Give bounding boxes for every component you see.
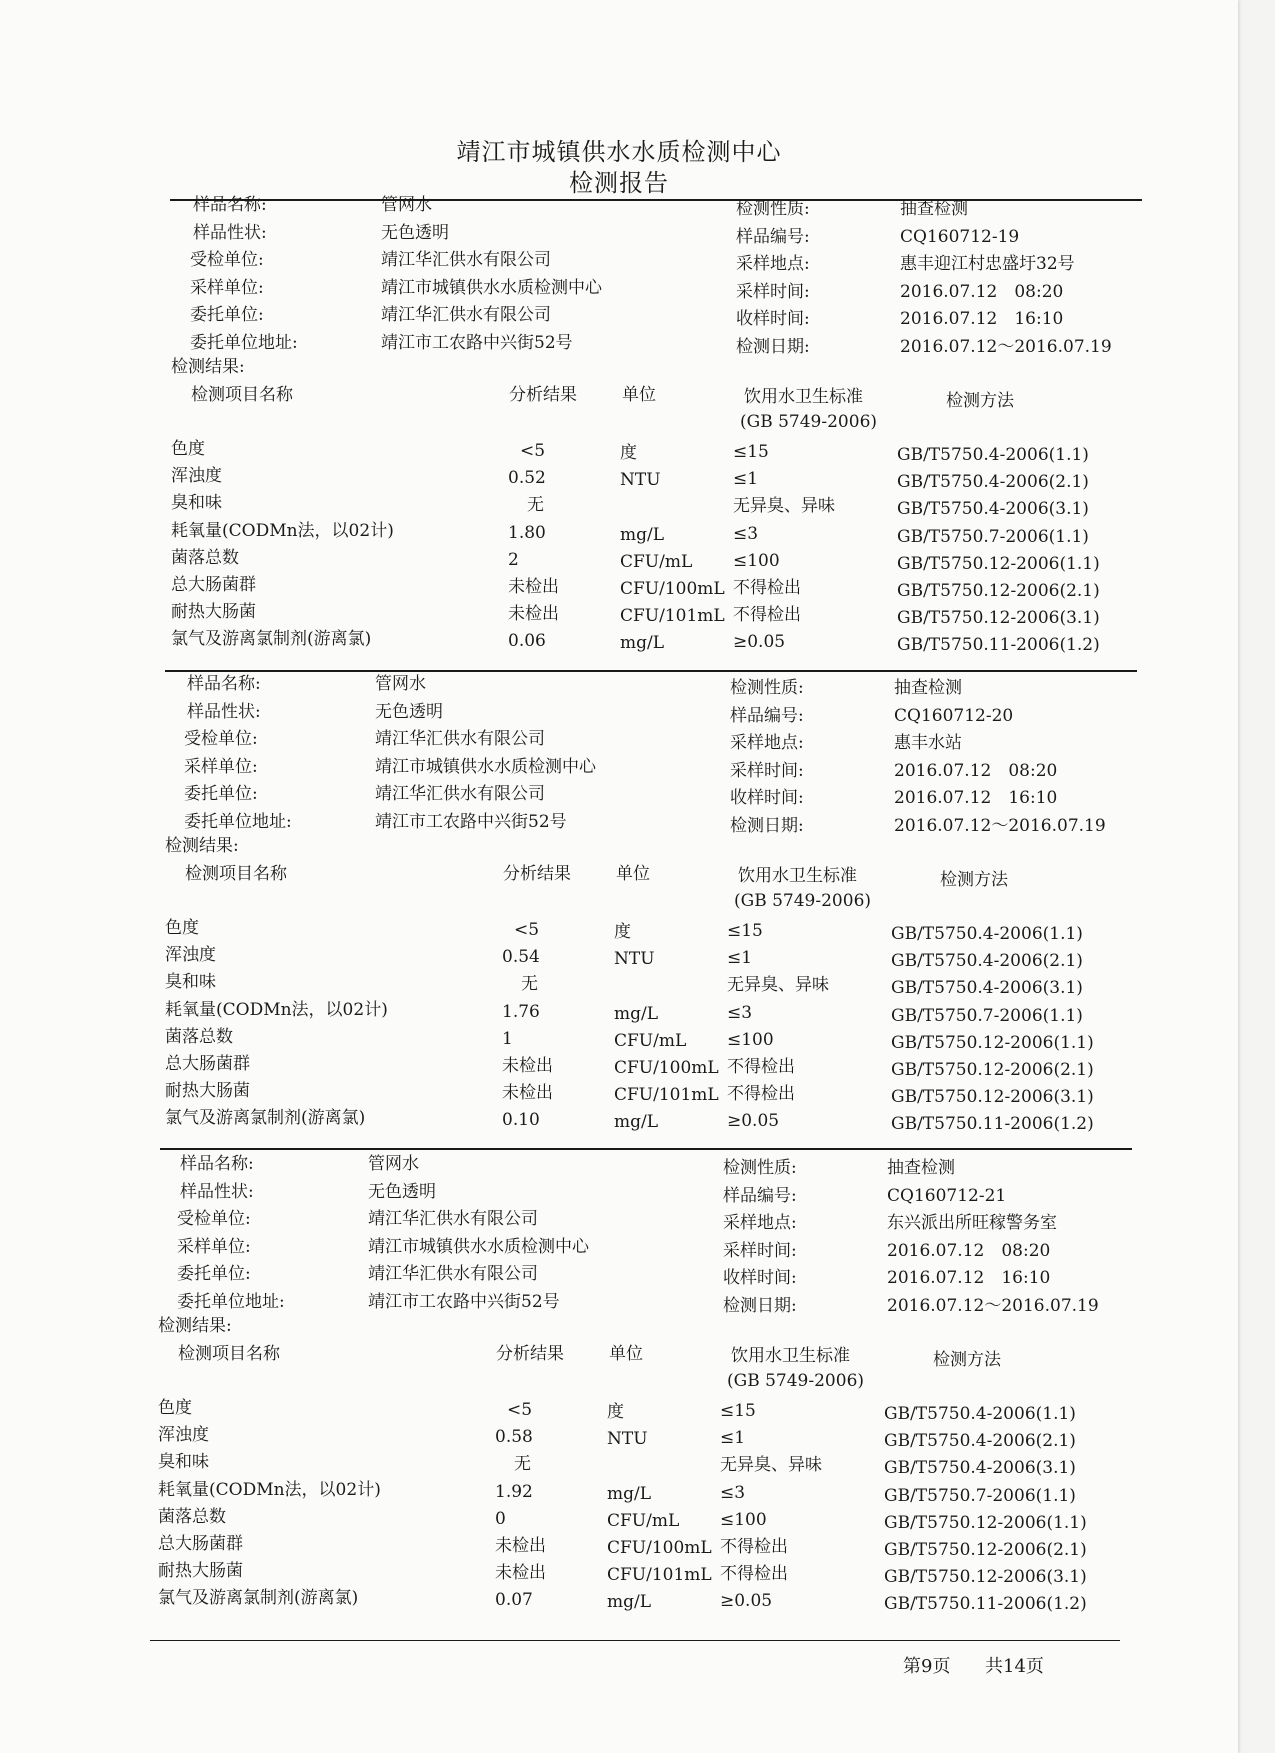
cell-item: 浑浊度 <box>158 1425 209 1446</box>
label-receive-time: 收样时间: <box>736 309 810 330</box>
cell-result: 0.54 <box>502 947 540 968</box>
label-client-unit: 委托单位: <box>177 1264 251 1285</box>
value-sampling-unit: 靖江市城镇供水水质检测中心 <box>375 756 596 777</box>
label-sample-name: 样品名称: <box>187 674 261 694</box>
label-test-date: 检测日期: <box>730 816 804 836</box>
cell-unit: mg/L <box>620 524 665 545</box>
value-receive-time: 2016.07.12 16:10 <box>900 309 1064 330</box>
label-inspected-unit: 受检单位: <box>184 729 258 750</box>
cell-standard: 不得检出 <box>727 1057 795 1077</box>
cell-unit: NTU <box>607 1429 648 1450</box>
col-header-standard: 饮用水卫生标准 <box>731 1346 850 1366</box>
cell-method: GB/T5750.11-2006(1.2) <box>891 1114 1094 1135</box>
col-header-item: 检测项目名称 <box>191 385 293 405</box>
cell-unit: CFU/mL <box>607 1510 680 1531</box>
label-receive-time: 收样时间: <box>723 1268 797 1289</box>
cell-method: GB/T5750.12-2006(2.1) <box>897 581 1100 601</box>
results-heading: 检测结果: <box>165 836 239 856</box>
cell-item: 氯气及游离氯制剂(游离氯) <box>158 1588 359 1609</box>
cell-unit: CFU/mL <box>614 1030 687 1051</box>
cell-unit: CFU/101mL <box>614 1085 719 1106</box>
value-client-unit: 靖江华汇供水有限公司 <box>368 1264 538 1285</box>
cell-standard: ≤3 <box>733 523 759 544</box>
cell-standard: ≤100 <box>720 1509 767 1530</box>
label-sample-nature: 样品性状: <box>193 222 267 243</box>
cell-item: 浑浊度 <box>165 945 216 966</box>
cell-result: 未检出 <box>502 1056 553 1076</box>
cell-standard: ≤15 <box>733 442 769 462</box>
col-header-unit: 单位 <box>616 864 650 884</box>
label-client-address: 委托单位地址: <box>190 333 298 353</box>
label-sample-name: 样品名称: <box>193 195 267 215</box>
label-sampling-unit: 采样单位: <box>184 756 258 777</box>
cell-standard: ≤1 <box>727 948 753 969</box>
cell-standard: ≤15 <box>727 921 763 941</box>
cell-method: GB/T5750.7-2006(1.1) <box>891 1005 1083 1026</box>
cell-method: GB/T5750.4-2006(1.1) <box>891 924 1083 944</box>
cell-result: 未检出 <box>502 1083 553 1104</box>
cell-method: GB/T5750.12-2006(2.1) <box>884 1540 1087 1560</box>
cell-item: 氯气及游离氯制剂(游离氯) <box>171 629 372 650</box>
cell-result: 0.58 <box>495 1427 533 1448</box>
label-sample-no: 样品编号: <box>730 705 804 726</box>
cell-standard: ≤1 <box>733 469 759 490</box>
cell-method: GB/T5750.7-2006(1.1) <box>897 526 1089 547</box>
col-header-result: 分析结果 <box>509 385 577 405</box>
cell-unit: CFU/101mL <box>620 606 725 627</box>
cell-result: 1.76 <box>502 1001 540 1022</box>
label-test-date: 检测日期: <box>736 337 810 357</box>
cell-method: GB/T5750.4-2006(3.1) <box>884 1458 1076 1479</box>
cell-unit: mg/L <box>614 1003 659 1024</box>
cell-result: 0.07 <box>495 1590 533 1611</box>
cell-unit: mg/L <box>620 633 665 654</box>
col-header-method: 检测方法 <box>946 391 1014 411</box>
section-rule <box>160 1148 1132 1150</box>
cell-item: 耗氧量(CODMn法，以02计) <box>171 520 394 541</box>
value-sampling-site: 东兴派出所旺稼警务室 <box>887 1213 1057 1234</box>
section-rule <box>165 670 1137 672</box>
cell-unit: 度 <box>614 922 631 942</box>
cell-method: GB/T5750.4-2006(2.1) <box>891 951 1083 972</box>
cell-item: 耗氧量(CODMn法，以02计) <box>158 1479 381 1500</box>
col-header-unit: 单位 <box>609 1344 643 1364</box>
label-test-nature: 检测性质: <box>736 199 810 219</box>
cell-standard: ≤100 <box>727 1029 774 1050</box>
cell-result: <5 <box>507 1400 533 1420</box>
value-sample-name: 管网水 <box>381 195 432 215</box>
label-client-address: 委托单位地址: <box>184 812 292 832</box>
col-header-standard-code: (GB 5749-2006) <box>727 1371 865 1391</box>
cell-item: 菌落总数 <box>165 1026 233 1047</box>
col-header-unit: 单位 <box>622 385 656 405</box>
label-sampling-unit: 采样单位: <box>190 277 264 298</box>
cell-result: 2 <box>508 549 519 570</box>
value-receive-time: 2016.07.12 16:10 <box>887 1268 1051 1289</box>
cell-item: 耐热大肠菌 <box>165 1081 250 1102</box>
value-sample-no: CQ160712-20 <box>894 705 1014 726</box>
value-sampling-time: 2016.07.12 08:20 <box>894 760 1058 781</box>
cell-unit: NTU <box>614 949 655 970</box>
cell-unit: CFU/mL <box>620 551 693 572</box>
label-sampling-site: 采样地点: <box>736 254 810 275</box>
cell-standard: ≤3 <box>727 1002 753 1023</box>
label-inspected-unit: 受检单位: <box>177 1209 251 1230</box>
cell-standard: 不得检出 <box>733 578 801 598</box>
cell-item: 浑浊度 <box>171 466 222 487</box>
label-test-date: 检测日期: <box>723 1296 797 1316</box>
value-test-date: 2016.07.12～2016.07.19 <box>900 337 1112 357</box>
cell-method: GB/T5750.12-2006(1.1) <box>897 553 1100 574</box>
results-heading: 检测结果: <box>158 1316 232 1336</box>
value-sample-nature: 无色透明 <box>375 701 443 722</box>
cell-result: 无 <box>527 495 544 516</box>
label-sampling-time: 采样时间: <box>736 281 810 302</box>
label-sample-no: 样品编号: <box>736 226 810 247</box>
value-test-nature: 抽查检测 <box>900 199 968 219</box>
cell-item: 臭和味 <box>158 1452 209 1473</box>
cell-item: 总大肠菌群 <box>171 575 256 595</box>
cell-item: 菌落总数 <box>158 1506 226 1527</box>
value-test-date: 2016.07.12～2016.07.19 <box>887 1296 1099 1316</box>
cell-method: GB/T5750.12-2006(1.1) <box>891 1032 1094 1053</box>
label-client-unit: 委托单位: <box>184 784 258 805</box>
label-client-address: 委托单位地址: <box>177 1292 285 1312</box>
value-sampling-time: 2016.07.12 08:20 <box>887 1240 1051 1261</box>
label-sampling-site: 采样地点: <box>730 733 804 754</box>
label-client-unit: 委托单位: <box>190 305 264 326</box>
value-receive-time: 2016.07.12 16:10 <box>894 788 1058 809</box>
label-sampling-unit: 采样单位: <box>177 1236 251 1257</box>
cell-item: 臭和味 <box>171 493 222 514</box>
cell-standard: ≥0.05 <box>727 1111 780 1132</box>
value-inspected-unit: 靖江华汇供水有限公司 <box>381 250 551 271</box>
cell-standard: ≤3 <box>720 1482 746 1503</box>
cell-result: 未检出 <box>495 1536 546 1556</box>
cell-standard: 不得检出 <box>733 605 801 626</box>
cell-result: 0 <box>495 1508 506 1529</box>
cell-result: 无 <box>521 974 538 995</box>
cell-unit: CFU/100mL <box>607 1538 712 1558</box>
cell-standard: 不得检出 <box>727 1084 795 1105</box>
top-rule <box>170 199 1142 201</box>
cell-unit: mg/L <box>607 1592 652 1613</box>
value-sampling-site: 惠丰迎江村忠盛圩32号 <box>900 254 1075 275</box>
value-sampling-site: 惠丰水站 <box>894 733 962 754</box>
label-sample-nature: 样品性状: <box>180 1181 254 1202</box>
label-sampling-time: 采样时间: <box>730 760 804 781</box>
label-sampling-site: 采样地点: <box>723 1213 797 1234</box>
cell-standard: ≤1 <box>720 1428 746 1449</box>
cell-method: GB/T5750.7-2006(1.1) <box>884 1485 1076 1506</box>
cell-item: 色度 <box>165 918 199 938</box>
cell-method: GB/T5750.4-2006(1.1) <box>884 1404 1076 1424</box>
value-client-unit: 靖江华汇供水有限公司 <box>375 784 545 805</box>
cell-item: 耐热大肠菌 <box>158 1561 243 1582</box>
col-header-item: 检测项目名称 <box>185 864 287 884</box>
value-client-address: 靖江市工农路中兴街52号 <box>381 333 573 353</box>
value-sample-nature: 无色透明 <box>381 222 449 243</box>
cell-method: GB/T5750.12-2006(3.1) <box>897 608 1100 629</box>
value-sample-no: CQ160712-19 <box>900 226 1020 247</box>
cell-result: <5 <box>514 920 540 940</box>
cell-method: GB/T5750.4-2006(3.1) <box>891 978 1083 999</box>
cell-result: 无 <box>514 1454 531 1475</box>
cell-item: 总大肠菌群 <box>165 1054 250 1074</box>
cell-result: 未检出 <box>495 1563 546 1584</box>
cell-standard: ≥0.05 <box>733 632 786 653</box>
value-inspected-unit: 靖江华汇供水有限公司 <box>368 1209 538 1230</box>
cell-item: 耗氧量(CODMn法，以02计) <box>165 999 388 1020</box>
cell-result: 未检出 <box>508 604 559 625</box>
label-sample-nature: 样品性状: <box>187 701 261 722</box>
cell-method: GB/T5750.12-2006(2.1) <box>891 1060 1094 1080</box>
value-sampling-unit: 靖江市城镇供水水质检测中心 <box>381 277 602 298</box>
cell-item: 色度 <box>171 439 205 459</box>
cell-unit: 度 <box>607 1402 624 1422</box>
cell-standard: 不得检出 <box>720 1537 788 1557</box>
value-test-nature: 抽查检测 <box>887 1158 955 1178</box>
cell-unit: mg/L <box>614 1112 659 1133</box>
cell-result: 0.52 <box>508 468 546 489</box>
label-test-nature: 检测性质: <box>730 678 804 698</box>
value-test-date: 2016.07.12～2016.07.19 <box>894 816 1106 836</box>
value-inspected-unit: 靖江华汇供水有限公司 <box>375 729 545 750</box>
col-header-standard-code: (GB 5749-2006) <box>740 412 878 432</box>
cell-result: <5 <box>520 441 546 461</box>
cell-unit: CFU/101mL <box>607 1565 712 1586</box>
cell-method: GB/T5750.12-2006(3.1) <box>884 1567 1087 1588</box>
cell-standard: ≤100 <box>733 550 780 571</box>
cell-standard: ≤15 <box>720 1401 756 1421</box>
cell-item: 耐热大肠菌 <box>171 602 256 623</box>
cell-result: 0.06 <box>508 631 546 652</box>
cell-standard: 无异臭、异味 <box>720 1455 822 1476</box>
cell-method: GB/T5750.12-2006(3.1) <box>891 1087 1094 1108</box>
cell-unit: CFU/100mL <box>614 1058 719 1078</box>
cell-unit: mg/L <box>607 1483 652 1504</box>
report-subtitle: 检测报告 <box>569 169 669 197</box>
results-heading: 检测结果: <box>171 357 245 377</box>
cell-item: 色度 <box>158 1398 192 1418</box>
col-header-item: 检测项目名称 <box>178 1344 280 1364</box>
value-sample-no: CQ160712-21 <box>887 1185 1007 1206</box>
cell-item: 臭和味 <box>165 972 216 993</box>
cell-item: 菌落总数 <box>171 547 239 568</box>
cell-method: GB/T5750.4-2006(2.1) <box>897 472 1089 493</box>
label-test-nature: 检测性质: <box>723 1158 797 1178</box>
cell-method: GB/T5750.11-2006(1.2) <box>884 1594 1087 1615</box>
label-sampling-time: 采样时间: <box>723 1240 797 1261</box>
cell-item: 总大肠菌群 <box>158 1534 243 1554</box>
cell-standard: 无异臭、异味 <box>727 975 829 996</box>
label-sample-name: 样品名称: <box>180 1154 254 1174</box>
cell-method: GB/T5750.4-2006(3.1) <box>897 499 1089 520</box>
cell-standard: ≥0.05 <box>720 1591 773 1612</box>
value-sample-name: 管网水 <box>368 1154 419 1174</box>
value-client-address: 靖江市工农路中兴街52号 <box>368 1292 560 1312</box>
cell-method: GB/T5750.12-2006(1.1) <box>884 1512 1087 1533</box>
value-client-address: 靖江市工农路中兴街52号 <box>375 812 567 832</box>
col-header-method: 检测方法 <box>933 1350 1001 1370</box>
label-receive-time: 收样时间: <box>730 788 804 809</box>
value-sample-name: 管网水 <box>375 674 426 694</box>
cell-result: 未检出 <box>508 577 559 597</box>
cell-method: GB/T5750.4-2006(1.1) <box>897 445 1089 465</box>
cell-result: 0.10 <box>502 1110 540 1131</box>
cell-unit: CFU/100mL <box>620 579 725 599</box>
col-header-result: 分析结果 <box>503 864 571 884</box>
col-header-result: 分析结果 <box>496 1344 564 1364</box>
label-inspected-unit: 受检单位: <box>190 250 264 271</box>
col-header-standard: 饮用水卫生标准 <box>738 866 857 886</box>
value-sample-nature: 无色透明 <box>368 1181 436 1202</box>
cell-standard: 不得检出 <box>720 1564 788 1585</box>
cell-item: 氯气及游离氯制剂(游离氯) <box>165 1108 366 1129</box>
report-title: 靖江市城镇供水水质检测中心 <box>456 138 782 166</box>
cell-result: 1.80 <box>508 522 546 543</box>
cell-result: 1.92 <box>495 1481 533 1502</box>
col-header-standard-code: (GB 5749-2006) <box>734 891 872 911</box>
cell-method: GB/T5750.4-2006(2.1) <box>884 1431 1076 1452</box>
cell-standard: 无异臭、异味 <box>733 496 835 517</box>
value-sampling-time: 2016.07.12 08:20 <box>900 281 1064 302</box>
value-test-nature: 抽查检测 <box>894 678 962 698</box>
page-number: 第9页 <box>903 1656 951 1677</box>
col-header-standard: 饮用水卫生标准 <box>744 387 863 407</box>
label-sample-no: 样品编号: <box>723 1185 797 1206</box>
cell-unit: NTU <box>620 470 661 491</box>
cell-method: GB/T5750.11-2006(1.2) <box>897 635 1100 656</box>
col-header-method: 检测方法 <box>940 870 1008 890</box>
value-sampling-unit: 靖江市城镇供水水质检测中心 <box>368 1236 589 1257</box>
page-total: 共14页 <box>985 1656 1044 1677</box>
cell-unit: 度 <box>620 443 637 463</box>
bottom-rule <box>150 1640 1120 1641</box>
value-client-unit: 靖江华汇供水有限公司 <box>381 305 551 326</box>
cell-result: 1 <box>502 1028 513 1049</box>
